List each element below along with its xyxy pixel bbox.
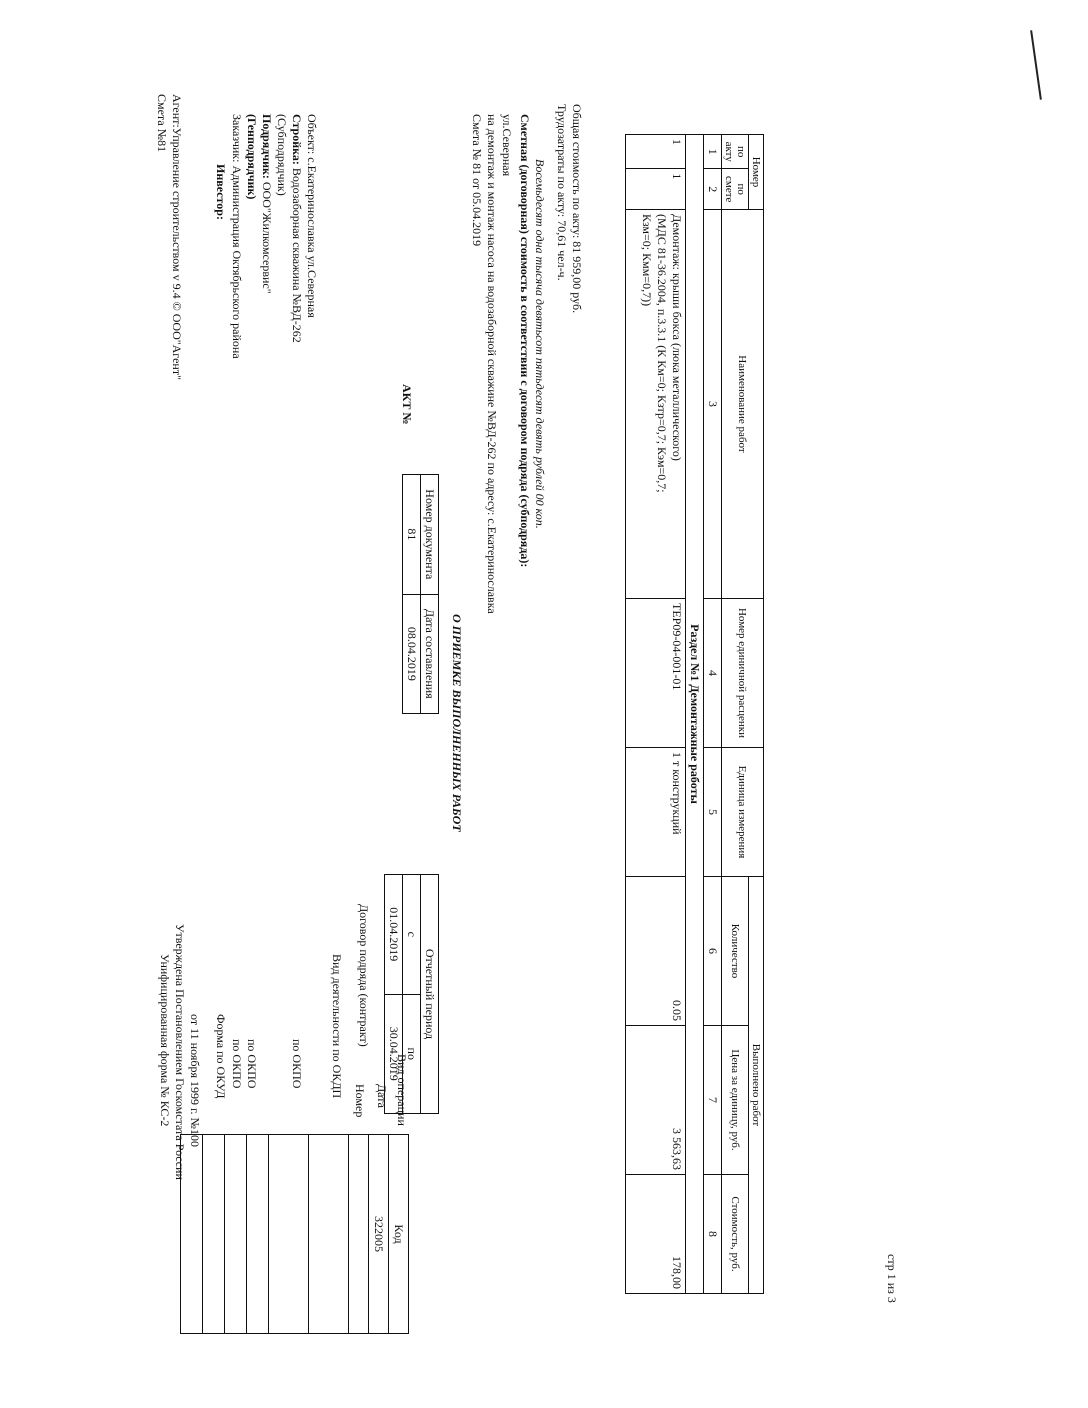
row-by-act: 1 [626,135,686,169]
rotated-sheet [154,54,934,1354]
period-from-label: с [403,875,421,995]
act-subtitle: О ПРИЕМКЕ ВЫПОЛНЕННЫХ РАБОТ [450,614,464,832]
form-line-1: Унифицированная форма № КС-2 [158,954,172,1127]
row-by-smeta: 1 [626,169,686,210]
act-description-2: ул.Северная [500,114,514,177]
investor-label: Инвестор: [214,164,228,220]
col-num-8: 8 [704,1175,722,1294]
form-line-3: от 11 ноября 1999 г. №100 [188,1014,202,1147]
col-num-3: 3 [704,210,722,599]
okdp-value [247,1135,269,1334]
object-row [304,114,319,318]
doc-number-box [402,474,439,714]
operation-value [181,1135,203,1334]
contract-label: Договор подряда (контракт) [357,904,371,1047]
code-box [180,1134,409,1334]
scan-pen-mark [1030,30,1042,100]
hdr-name: Наименование работ [722,210,764,599]
smeta-ref-top: Смета №81 [155,94,169,153]
okud-label: Форма по ОКУД [214,1014,228,1099]
smeta-ref: Смета № 81 от 05.04.2019 [470,114,484,247]
period-title: Отчетный период [421,875,439,1114]
contractor-label: Подрядчик: [260,114,274,179]
customer-row [229,114,244,359]
construction-value: Водозаборная скважина №ВД-262 [290,167,304,343]
hdr-by-act: по акту [722,135,749,169]
page-number: стр 1 из 3 [885,1254,899,1303]
okpo-value-1 [349,1135,369,1334]
row-name-2: (МДС 81-36.2004, п.3.3.1 (К Км=0; Кзтр=0,7; Кэм=0,7; [655,214,669,493]
okdp-label: Вид деятельности по ОКДП [330,954,344,1099]
okpo-label-3: по ОКПО [290,1039,304,1089]
general-label: (Генподрядчик) [245,114,259,200]
object-value: с.Екатеринославка ул.Северная [305,157,319,318]
row-price: 3 563,63 [626,1026,686,1175]
col-num-2: 2 [704,169,722,210]
works-table [625,134,764,1294]
doc-date-value: 08.04.2019 [403,594,421,713]
col-num-5: 5 [704,748,722,877]
cost-words: Восемьдесят одна тысяча девятьсот пятьдесят девять рублей 00 коп. [533,159,547,529]
table-row [626,135,686,1294]
agency-line: Агент:Управление строительством v 9.4 © ООО"Агент" [170,94,184,380]
doc-number-header: Номер документа [421,475,439,595]
doc-number-value: 81 [403,475,421,595]
customer-label: Заказчик: [230,114,244,163]
subcontractor-label: (Субподрядчик) [275,114,289,196]
number-label: Номер [353,1084,367,1118]
hdr-done: Выполнено работ [749,877,764,1294]
col-num-6: 6 [704,877,722,1026]
construction-label: Стройка: [290,114,304,165]
okpo-value-3 [269,1135,309,1334]
object-label: Объект: [305,114,319,155]
overall-total: Общая стоимость по акту: 81 959,00 руб. [570,104,584,314]
okpo-label-2: по ОКПО [245,1039,259,1089]
act-description-1: на демонтаж и монтаж насоса на водозаборной скважине №ВД-262 по адресу: с.Екатеринославка [485,114,499,614]
row-cost: 178,00 [626,1175,686,1294]
contractor-value: ООО"Жилкомсервис" [260,181,274,294]
col-num-7: 7 [704,1026,722,1175]
act-title: АКТ № [400,384,414,425]
row-unit: 1 т конструкций [626,748,686,877]
contract-number-value [225,1135,247,1334]
row-name-3: Кзм=0; Кмм=0,7)) [640,214,654,307]
period-to-label: по [403,994,421,1114]
row-rate: ТЕР09-04-001-01 [626,599,686,748]
hdr-qty: Количество [722,877,749,1026]
hdr-number: Номер [749,135,764,210]
customer-value: Администрация Октябрьского района [230,165,244,359]
hdr-by-smeta: по смете [722,169,749,210]
hdr-cost: Стоимость, руб. [722,1175,749,1294]
period-box [384,874,439,1114]
form-line-2: Утверждена Постановлением Госкомстата России [173,924,187,1180]
hdr-rate: Номер единичной расценки [722,599,764,748]
code-header: Код [389,1135,409,1334]
date-label: Дата [375,1084,389,1108]
row-name-1: Демонтаж: крыши бокса (люка металлического) [670,214,684,461]
okpo-value-2 [309,1135,349,1334]
hdr-unit: Единица измерения [722,748,764,877]
contract-date-value [203,1135,225,1334]
construction-row [289,114,304,343]
col-num-4: 4 [704,599,722,748]
period-from-value: 01.04.2019 [385,875,403,995]
row-qty: 0.05 [626,877,686,1026]
operation-label: Вид операции [395,1054,409,1126]
row-name [626,210,686,599]
col-num-1: 1 [704,135,722,169]
labor-total: Трудозатраты по акту: 70,61 чел-ч. [555,104,569,281]
period-to-value: 30.04.2019 [385,994,403,1114]
doc-date-header: Дата составления [421,594,439,713]
okpo-label-1: по ОКПО [230,1039,244,1089]
contractor-row [259,114,274,294]
hdr-price: Цена за единицу, руб. [722,1026,749,1175]
okud-value: 322005 [369,1135,389,1334]
section-title: Раздел №1 Демонтажные работы [686,135,704,1294]
cost-label: Сметная (договорная) стоимость в соответствии с договором подряда (субподряда): [518,114,532,568]
